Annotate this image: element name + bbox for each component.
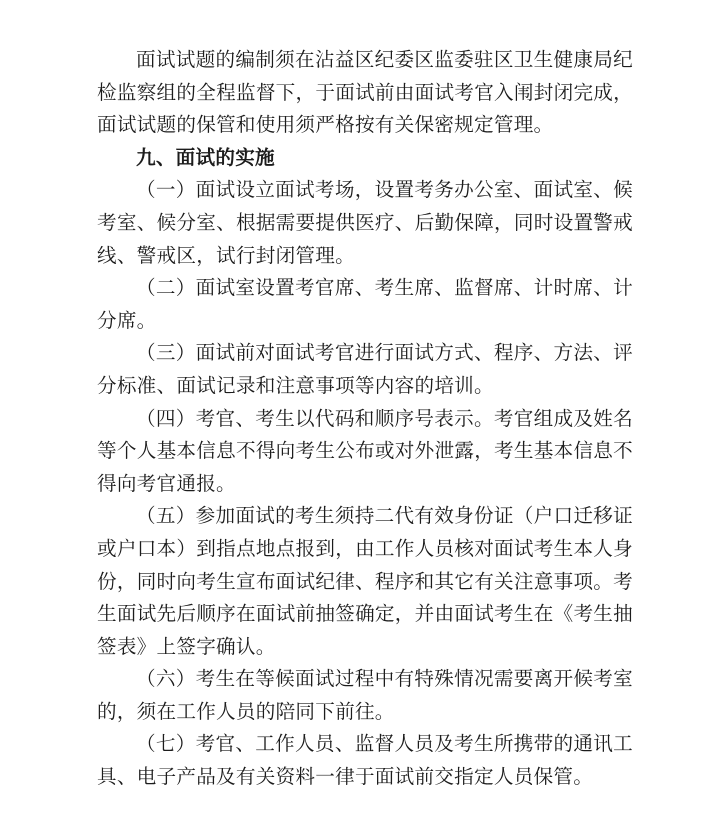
item-paragraph-7: （七）考官、工作人员、监督人员及考生所携带的通讯工具、电子产品及有关资料一律于面试前交指定人员保管。 <box>97 732 633 789</box>
item-paragraph-4: （四）考官、考生以代码和顺序号表示。考官组成及姓名等个人基本信息不得向考生公布或对外泄露，考生基本信息不得向考官通报。 <box>97 406 633 495</box>
intro-paragraph: 面试试题的编制须在沾益区纪委区监委驻区卫生健康局纪检监察组的全程监督下，于面试前由面试考官入闱封闭完成，面试试题的保管和使用须严格按有关保密规定管理。 <box>97 48 633 137</box>
section-heading: 九、面试的实施 <box>136 145 275 169</box>
item-paragraph-6: （六）考生在等候面试过程中有特殊情况需要离开候考室的，须在工作人员的陪同下前往。 <box>97 667 633 723</box>
item-paragraph-3: （三）面试前对面试考官进行面试方式、程序、方法、评分标准、面试记录和注意事项等内容的培训。 <box>97 341 633 397</box>
item-paragraph-5: （五）参加面试的考生须持二代有效身份证（户口迁移证或户口本）到指点地点报到，由工作人员核对面试考生本人身份，同时向考生宣布面试纪律、程序和其它有关注意事项。考生面试先后顺序在面试前抽签确定，并由面试考生在《考生抽签表》上签字确认。 <box>97 504 633 658</box>
item-paragraph-1: （一）面试设立面试考场，设置考务办公室、面试室、候考室、候分室、根据需要提供医疗、后勤保障，同时设置警戒线、警戒区，试行封闭管理。 <box>97 178 633 267</box>
item-paragraph-2: （二）面试室设置考官席、考生席、监督席、计时席、计分席。 <box>97 276 633 332</box>
